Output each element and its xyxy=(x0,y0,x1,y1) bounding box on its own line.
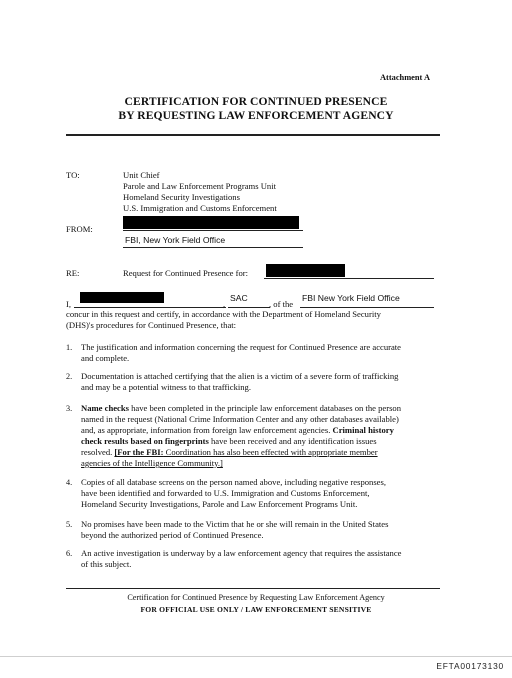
item-3-line-4-rest: have been received and any identification issues xyxy=(208,436,377,446)
item-2-line-2: and may be a potential witness to that trafficking. xyxy=(81,382,251,392)
cert-office: FBI New York Field Office xyxy=(302,293,400,303)
item-3-bold-criminal-history: Criminal history xyxy=(332,425,394,435)
item-1-line-2: and complete. xyxy=(81,353,130,363)
item-6-number: 6. xyxy=(66,549,73,558)
item-2-line-1: Documentation is attached certifying that the alien is a victim of a severe form of trafficking xyxy=(81,371,399,381)
item-6-line-2: of this subject. xyxy=(81,559,132,569)
item-3-number: 3. xyxy=(66,404,73,413)
item-5-number: 5. xyxy=(66,520,73,529)
item-5-line-1: No promises have been made to the Victim that he or she will remain in the United States xyxy=(81,519,389,529)
to-line-2: Parole and Law Enforcement Programs Unit xyxy=(123,181,276,191)
item-2 xyxy=(81,371,398,393)
item-1 xyxy=(81,342,401,364)
cert-title-rule xyxy=(228,307,270,308)
redaction-from-name xyxy=(123,216,299,229)
item-4-number: 4. xyxy=(66,478,73,487)
item-3-fbi-label: [For the FBI: xyxy=(114,447,164,457)
item-2-number: 2. xyxy=(66,372,73,381)
item-1-number: 1. xyxy=(66,343,73,352)
page-divider xyxy=(0,656,512,657)
page-title-line2: BY REQUESTING LAW ENFORCEMENT AGENCY xyxy=(118,109,394,122)
cert-line-3: (DHS)'s procedures for Continued Presence, that: xyxy=(66,320,237,330)
to-line-1: Unit Chief xyxy=(123,170,160,180)
cert-of-the: , of the xyxy=(269,299,294,309)
item-5 xyxy=(81,519,388,541)
footer-title: Certification for Continued Presence by Requesting Law Enforcement Agency xyxy=(127,593,385,602)
footer-classification: FOR OFFICIAL USE ONLY / LAW ENFORCEMENT SENSITIVE xyxy=(140,605,372,614)
page-title-line1: CERTIFICATION FOR CONTINUED PRESENCE xyxy=(124,95,388,108)
from-label: FROM: xyxy=(66,224,93,234)
item-1-line-1: The justification and information concerning the request for Continued Presence are accurate xyxy=(81,342,401,352)
item-3-line-2: named in the request (National Crime Information Center and any other databases available) xyxy=(81,414,399,424)
item-3-line-5-pre: resolved. xyxy=(81,447,115,457)
cert-comma: , xyxy=(223,299,226,309)
redaction-re-subject xyxy=(266,264,345,277)
item-5-line-2: beyond the authorized period of Continued Presence. xyxy=(81,530,264,540)
title-rule xyxy=(66,134,440,136)
document-id: EFTA00173130 xyxy=(436,661,504,671)
item-3-bold-name-checks: Name checks xyxy=(81,403,129,413)
to-line-4: U.S. Immigration and Customs Enforcement xyxy=(123,203,277,213)
re-rule xyxy=(264,278,434,279)
re-text: Request for Continued Presence for: xyxy=(123,268,249,278)
from-office: FBI, New York Field Office xyxy=(125,235,226,245)
item-6 xyxy=(81,548,401,570)
item-4-line-1: Copies of all database screens on the person named above, including negative responses, xyxy=(81,477,386,487)
from-office-rule xyxy=(123,247,303,248)
item-3-line-5-rest: Coordination has also been effected with appropriate member xyxy=(163,447,378,457)
item-6-line-1: An active investigation is underway by a law enforcement agency that requires the assistance xyxy=(81,548,402,558)
item-3-line-1-rest: have been completed in the principle law enforcement databases on the person xyxy=(128,403,402,413)
item-4 xyxy=(81,477,386,510)
item-3-line-3: and, as appropriate, information from foreign law enforcement agencies. xyxy=(81,425,333,435)
to-line-3: Homeland Security Investigations xyxy=(123,192,240,202)
attachment-label: Attachment A xyxy=(380,73,431,82)
item-3-bold-fingerprints: check results based on fingerprints xyxy=(81,436,209,446)
item-4-line-3: Homeland Security Investigations, Parole and Law Enforcement Programs Unit. xyxy=(81,499,358,509)
cert-i: I, xyxy=(66,299,72,309)
item-3-line-6: agencies of the Intelligence Community.] xyxy=(81,458,223,468)
cert-title: SAC xyxy=(230,293,248,303)
redaction-cert-name xyxy=(80,292,164,303)
item-4-line-2: have been identified and forwarded to U.S. Immigration and Customs Enforcement, xyxy=(81,488,370,498)
cert-line-2: concur in this request and certify, in accordance with the Department of Homeland Security xyxy=(66,309,381,319)
re-label: RE: xyxy=(66,268,80,278)
item-3 xyxy=(81,403,401,469)
to-label: TO: xyxy=(66,170,80,180)
cert-name-rule xyxy=(74,307,226,308)
footer-rule xyxy=(66,588,440,589)
from-name-rule xyxy=(123,230,303,231)
cert-office-rule xyxy=(300,307,434,308)
